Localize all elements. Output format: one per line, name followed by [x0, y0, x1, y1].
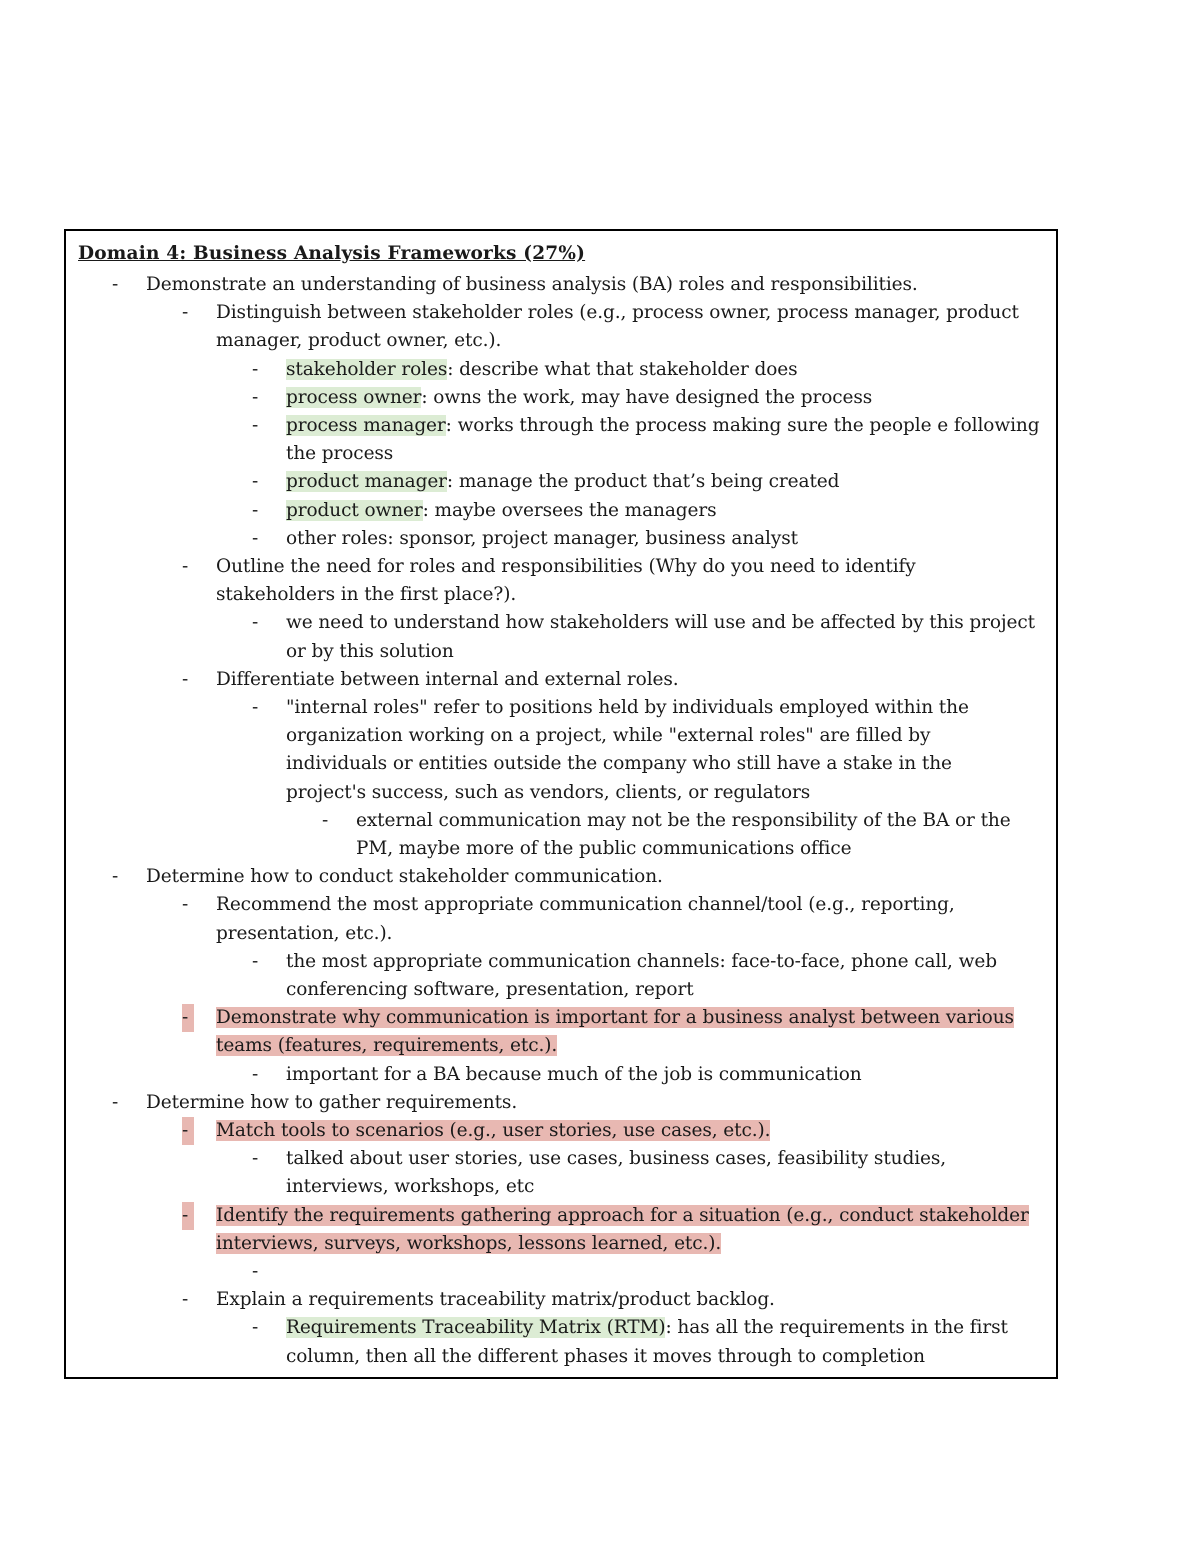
bullet-dash: -: [182, 668, 189, 690]
outline-item-level-2: [182, 553, 1096, 609]
outline-text-line: project's success, such as vendors, clients, or regulators: [286, 781, 811, 803]
outline-text-line: interviews, workshops, etc: [286, 1176, 535, 1198]
outline-item-level-2: [182, 666, 1096, 694]
highlighted-term: product manager: [286, 471, 447, 493]
bullet-dash: -: [252, 1063, 259, 1085]
highlighted-term: product owner: [286, 499, 423, 521]
outline-text-line: presentation, etc.).: [216, 922, 393, 944]
outline-text-line: Identify the requirements gathering approach for a situation (e.g., conduct stakeholder: [216, 1204, 1029, 1226]
outline-item-level-3: [252, 694, 1106, 807]
outline-text-line: Determine how to gather requirements.: [146, 1091, 518, 1113]
outline-item-level-1: [112, 863, 1046, 891]
outline-text-line: individuals or entities outside the company who still have a stake in the: [286, 753, 952, 775]
bullet-dash: -: [182, 1289, 189, 1311]
outline-text-line: the most appropriate communication channels: face-to-face, phone call, web: [286, 950, 997, 972]
outline-item-level-3: [252, 1314, 1106, 1370]
outline-item-level-2: [182, 299, 1096, 355]
highlighted-term: process manager: [286, 415, 446, 436]
bullet-dash: -: [112, 866, 119, 888]
outline-item-level-3: [252, 948, 1106, 1004]
outline-text-line: interviews, surveys, workshops, lessons learned, etc.).: [216, 1232, 722, 1254]
outline-text-line: Match tools to scenarios (e.g., user stories, use cases, etc.).: [216, 1120, 771, 1141]
term-description-continued: the process: [286, 443, 394, 465]
outline-item-level-3: [252, 1258, 1106, 1286]
outline-text-line: Recommend the most appropriate communication channel/tool (e.g., reporting,: [216, 894, 955, 916]
outline-text-line: or by this solution: [286, 640, 454, 662]
outline-text-line: "internal roles" refer to positions held by individuals employed within the: [286, 697, 969, 718]
term-description: : describe what that stakeholder does: [447, 358, 798, 380]
bullet-dash: -: [322, 809, 329, 831]
outline-text-line: Determine how to conduct stakeholder communication.: [146, 866, 663, 888]
term-description: : has all the requirements in the first: [665, 1317, 1008, 1339]
bullet-dash: -: [252, 386, 259, 408]
bullet-dash: -: [252, 499, 259, 521]
highlighted-term: process owner: [286, 386, 422, 408]
outline-text-line: talked about user stories, use cases, business cases, feasibility studies,: [286, 1148, 947, 1170]
outline-item-level-4: [322, 807, 1116, 863]
outline-item-level-3: [252, 497, 1106, 525]
term-description: : owns the work, may have designed the process: [421, 386, 873, 408]
outline-item-level-3: [252, 525, 1106, 553]
bullet-dash: -: [252, 358, 259, 380]
outline-text-line: Distinguish between stakeholder roles (e.g., process owner, process manager, product: [216, 302, 1019, 324]
outline-item-level-2: [182, 1286, 1096, 1314]
outline-item-level-1: [112, 1089, 1046, 1117]
document-frame: [64, 229, 1058, 1379]
domain-heading: Domain 4: Business Analysis Frameworks (27%): [78, 243, 586, 264]
outline-item-level-3: [252, 356, 1106, 384]
bullet-dash: -: [182, 1117, 194, 1145]
bullet-dash: -: [252, 1261, 259, 1282]
bullet-dash: -: [112, 274, 119, 295]
bullet-dash: -: [182, 1202, 194, 1230]
term-description: : maybe oversees the managers: [422, 499, 717, 521]
outline-text-line: teams (features, requirements, etc.).: [216, 1035, 558, 1057]
outline-text-line: stakeholders in the first place?).: [216, 584, 517, 606]
bullet-dash: -: [252, 1317, 259, 1339]
outline-text-line: other roles: sponsor, project manager, business analyst: [286, 527, 798, 549]
outline-text-line: manager, product owner, etc.).: [216, 330, 502, 352]
bullet-dash: -: [182, 894, 189, 916]
outline-text-line: Differentiate between internal and external roles.: [216, 668, 679, 690]
bullet-dash: -: [182, 556, 189, 577]
outline-text-line: we need to understand how stakeholders will use and be affected by this project: [286, 612, 1035, 634]
outline-item-level-2: [182, 1202, 1096, 1258]
outline-text-line: Explain a requirements traceability matrix/product backlog.: [216, 1289, 775, 1311]
outline-item-level-3: [252, 1145, 1106, 1201]
outline-item-level-2: [182, 891, 1096, 947]
outline-text-line: Outline the need for roles and responsibilities (Why do you need to identify: [216, 556, 916, 577]
bullet-dash: -: [182, 302, 189, 324]
bullet-dash: -: [252, 950, 259, 972]
outline-text-line: conferencing software, presentation, report: [286, 979, 694, 1000]
outline-text-line: Demonstrate why communication is important for a business analyst between various: [216, 1007, 1014, 1029]
outline-item-level-3: [252, 1061, 1106, 1089]
outline-text-line: important for a BA because much of the job is communication: [286, 1063, 862, 1085]
outline-item-level-2: [182, 1004, 1096, 1060]
bullet-dash: -: [182, 1004, 194, 1032]
bullet-dash: -: [252, 1148, 259, 1170]
outline-item-level-3: [252, 609, 1106, 665]
term-description: : manage the product that’s being created: [446, 471, 840, 493]
outline-text-line: organization working on a project, while "external roles" are filled by: [286, 725, 931, 747]
bullet-dash: -: [252, 471, 259, 493]
outline-item-level-3: [252, 468, 1106, 496]
term-description-continued: column, then all the different phases it moves through to completion: [286, 1345, 925, 1367]
outline-item-level-3: [252, 412, 1106, 468]
bullet-dash: -: [252, 612, 259, 634]
outline-text-line: PM, maybe more of the public communications office: [356, 838, 852, 859]
bullet-dash: -: [252, 415, 259, 436]
outline-item-level-3: [252, 384, 1106, 412]
highlighted-term: stakeholder roles: [286, 358, 448, 380]
bullet-dash: -: [112, 1091, 119, 1113]
outline-item-level-1: [112, 271, 1046, 299]
outline-item-level-2: [182, 1117, 1096, 1145]
outline-text-line: Demonstrate an understanding of business analysis (BA) roles and responsibilities.: [146, 274, 918, 295]
highlighted-term: Requirements Traceability Matrix (RTM): [286, 1317, 666, 1339]
bullet-dash: -: [252, 527, 259, 549]
bullet-dash: -: [252, 697, 259, 718]
outline-text-line: external communication may not be the responsibility of the BA or the: [356, 809, 1011, 831]
term-description: : works through the process making sure the people e following: [445, 415, 1040, 436]
